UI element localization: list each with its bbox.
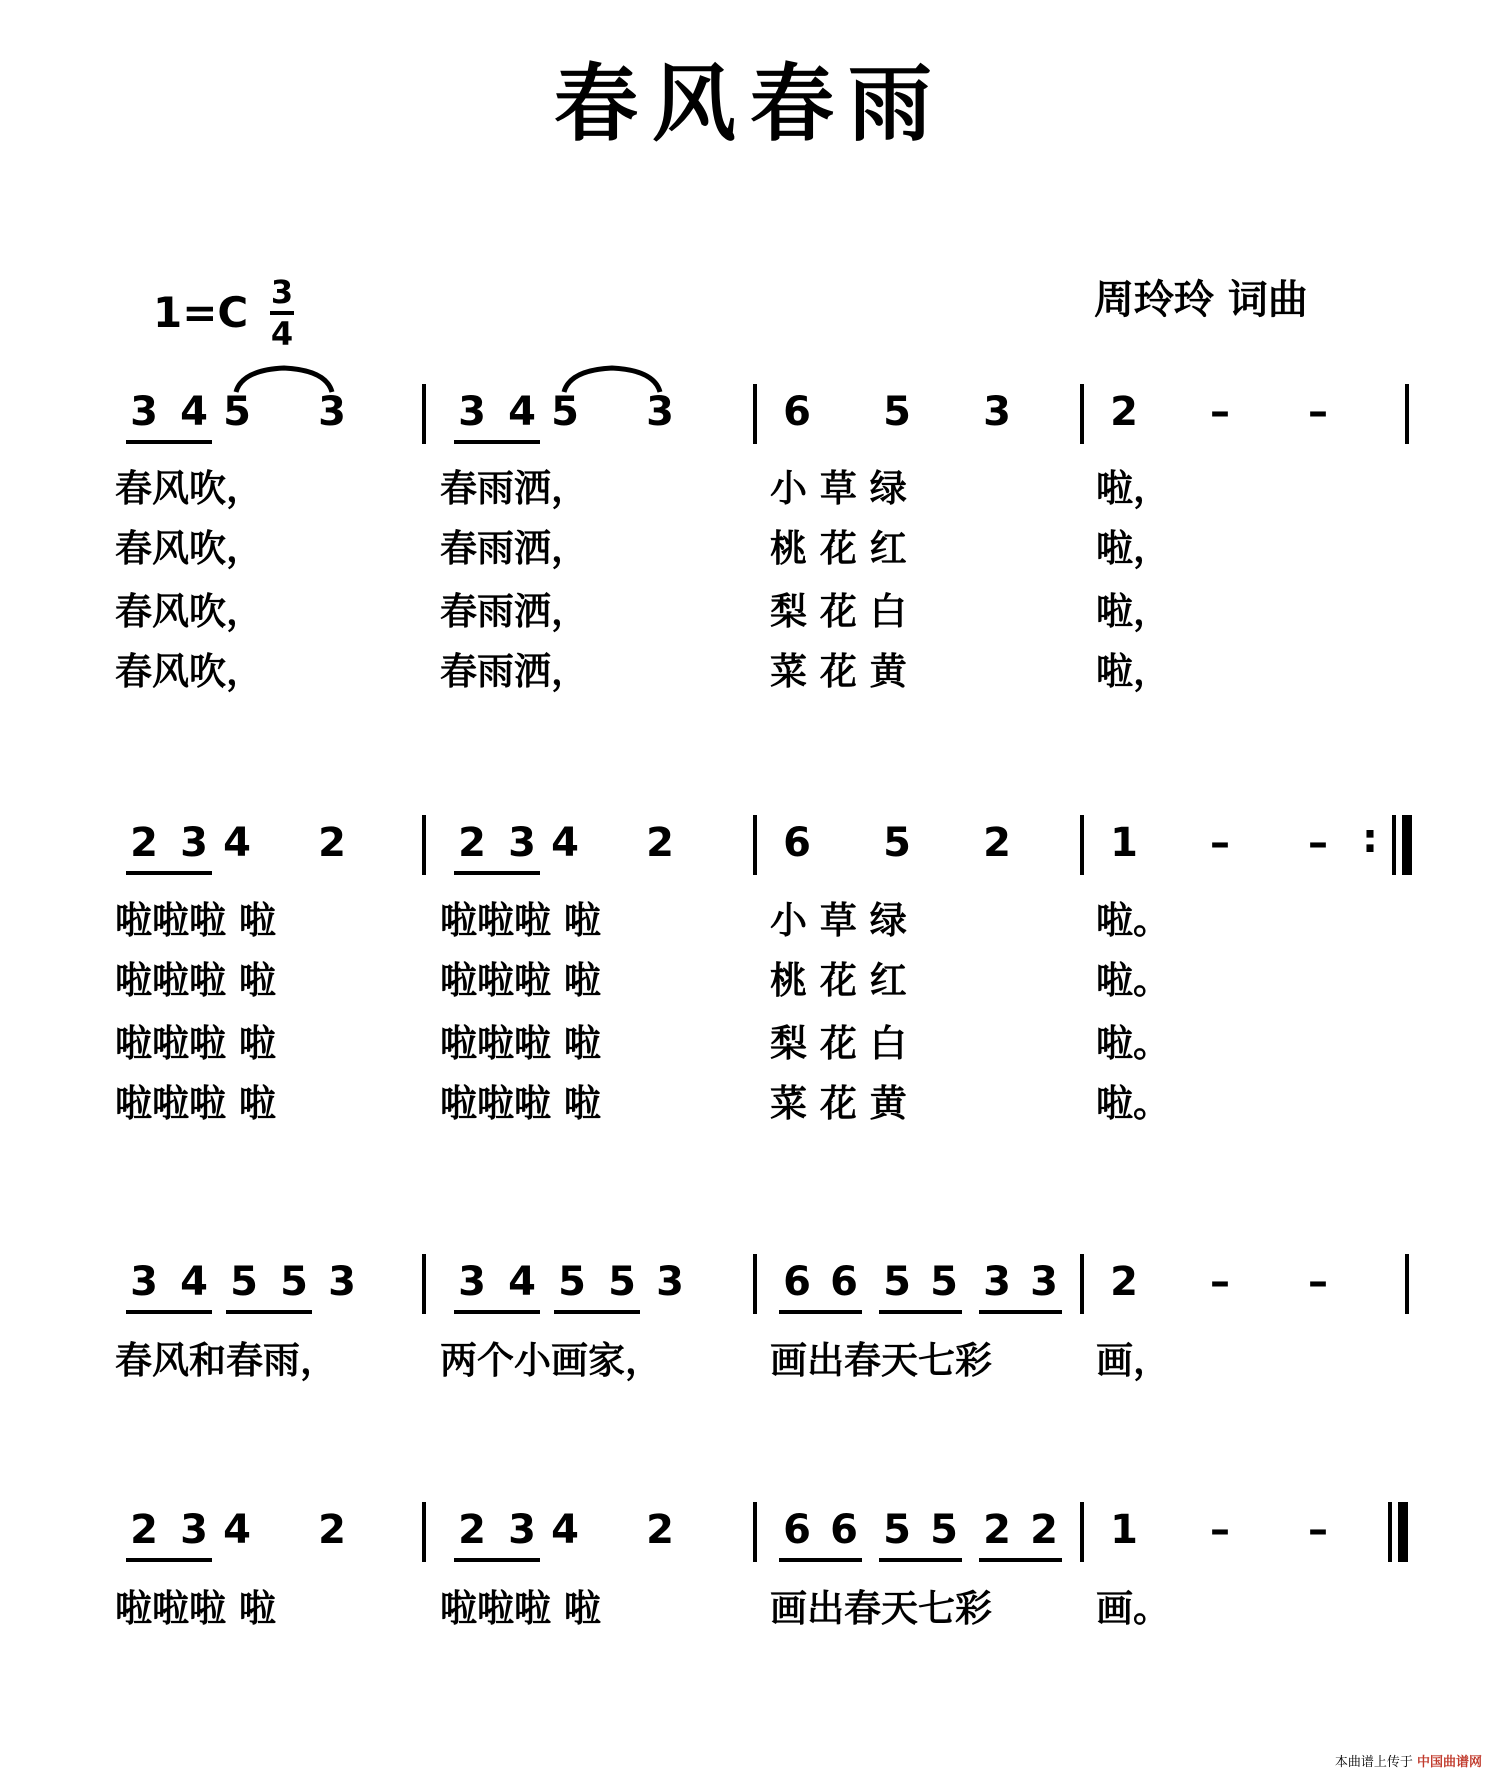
beat-underline — [126, 1558, 212, 1562]
slur-layer — [0, 0, 1500, 420]
beat-underline — [779, 1310, 862, 1314]
note: 5 — [280, 1259, 308, 1305]
barline — [1388, 1502, 1392, 1562]
note: 5 — [551, 389, 579, 435]
footer-site: 中国曲谱网 — [1416, 1755, 1482, 1770]
note: 3 — [180, 820, 208, 866]
note: 6 — [830, 1259, 858, 1305]
barline-thick — [1398, 1502, 1408, 1562]
barline — [1080, 815, 1084, 875]
time-signature-bottom: 4 — [270, 315, 294, 353]
note: 2 — [130, 1507, 158, 1553]
note: – — [1210, 1507, 1230, 1553]
lyric-segment: 啦。 — [1096, 958, 1170, 1002]
note: 2 — [1110, 389, 1138, 435]
barline — [753, 1502, 757, 1562]
note: 2 — [458, 820, 486, 866]
lyric-segment: 啦， — [1096, 589, 1170, 633]
note: 5 — [930, 1507, 958, 1553]
note: 2 — [130, 820, 158, 866]
lyric-segment: 小 草 绿 — [770, 898, 907, 942]
note: 3 — [458, 389, 486, 435]
lyric-segment: 啦啦啦 啦 — [115, 898, 276, 942]
beat-underline — [779, 1558, 862, 1562]
lyric-segment: 画出春天七彩 — [770, 1338, 992, 1382]
note: 3 — [328, 1259, 356, 1305]
lyric-segment: 画， — [1096, 1338, 1170, 1382]
note: 5 — [883, 389, 911, 435]
beat-underline — [879, 1310, 962, 1314]
beat-underline — [879, 1558, 962, 1562]
note: 4 — [180, 389, 208, 435]
lyric-segment: 啦。 — [1096, 1021, 1170, 1065]
barline — [1405, 1254, 1409, 1314]
slur — [564, 368, 660, 392]
lyric-segment: 画。 — [1096, 1586, 1170, 1630]
lyric-segment: 春风吹， — [115, 589, 263, 633]
lyric-segment: 啦啦啦 啦 — [115, 1586, 276, 1630]
note: 4 — [223, 1507, 251, 1553]
note: 2 — [983, 820, 1011, 866]
beat-underline — [126, 1310, 212, 1314]
lyric-segment: 啦， — [1096, 526, 1170, 570]
note: 2 — [983, 1507, 1011, 1553]
note: 2 — [1110, 1259, 1138, 1305]
note: 5 — [608, 1259, 636, 1305]
song-title: 春风春雨 — [553, 54, 946, 153]
lyric-segment: 桃 花 红 — [770, 958, 907, 1002]
beat-underline — [126, 871, 212, 875]
beat-underline — [454, 871, 540, 875]
barline — [1392, 815, 1396, 875]
lyric-segment: 菜 花 黄 — [770, 1081, 907, 1125]
lyric-segment: 春雨洒， — [440, 466, 588, 510]
lyric-segment: 啦啦啦 啦 — [115, 958, 276, 1002]
note: 6 — [783, 1259, 811, 1305]
lyric-segment: 啦啦啦 啦 — [115, 1021, 276, 1065]
note: 2 — [318, 820, 346, 866]
lyric-segment: 桃 花 红 — [770, 526, 907, 570]
note: – — [1210, 389, 1230, 435]
lyric-segment: 啦。 — [1096, 898, 1170, 942]
note: 3 — [656, 1259, 684, 1305]
lyric-segment: 两个小画家， — [440, 1338, 662, 1382]
lyric-segment: 啦， — [1096, 649, 1170, 693]
note: 4 — [551, 1507, 579, 1553]
lyric-segment: 春雨洒， — [440, 589, 588, 633]
barline — [1080, 1502, 1084, 1562]
barline — [422, 1254, 426, 1314]
lyric-segment: 啦啦啦 啦 — [440, 898, 601, 942]
lyric-segment: 春风吹， — [115, 466, 263, 510]
note: 6 — [830, 1507, 858, 1553]
beat-underline — [979, 1558, 1062, 1562]
beat-underline — [554, 1310, 640, 1314]
note: 6 — [783, 389, 811, 435]
note: 3 — [458, 1259, 486, 1305]
note: 3 — [130, 1259, 158, 1305]
beat-underline — [454, 1310, 540, 1314]
note: 6 — [783, 1507, 811, 1553]
note: 4 — [180, 1259, 208, 1305]
lyric-segment: 梨 花 白 — [770, 589, 907, 633]
note: 3 — [180, 1507, 208, 1553]
note: 5 — [883, 820, 911, 866]
note: 3 — [983, 1259, 1011, 1305]
note: 1 — [1110, 820, 1138, 866]
beat-underline — [126, 440, 212, 444]
footer-prefix: 本曲谱上传于 — [1334, 1755, 1413, 1770]
note: 5 — [930, 1259, 958, 1305]
note: 5 — [558, 1259, 586, 1305]
note: 2 — [318, 1507, 346, 1553]
footer-note — [1335, 1751, 1482, 1770]
note: 4 — [551, 820, 579, 866]
lyric-segment: 啦啦啦 啦 — [440, 1021, 601, 1065]
note: 2 — [646, 820, 674, 866]
note: 3 — [130, 389, 158, 435]
lyric-segment: 啦。 — [1096, 1081, 1170, 1125]
time-signature-top: 3 — [270, 273, 294, 311]
beat-underline — [454, 1558, 540, 1562]
beat-underline — [454, 440, 540, 444]
note: 3 — [1030, 1259, 1058, 1305]
lyric-segment: 梨 花 白 — [770, 1021, 907, 1065]
note: 1 — [1110, 1507, 1138, 1553]
note: 6 — [783, 820, 811, 866]
note: – — [1308, 389, 1328, 435]
lyric-segment: 春风吹， — [115, 649, 263, 693]
barline — [422, 815, 426, 875]
key-signature: 1=C — [153, 288, 249, 337]
note: 4 — [223, 820, 251, 866]
barline-thick — [1402, 815, 1412, 875]
lyric-segment: 画出春天七彩 — [770, 1586, 992, 1630]
note: 5 — [883, 1507, 911, 1553]
lyric-segment: 啦啦啦 啦 — [440, 1586, 601, 1630]
note: 3 — [508, 820, 536, 866]
barline — [1080, 1254, 1084, 1314]
note: 5 — [883, 1259, 911, 1305]
note: 4 — [508, 1259, 536, 1305]
note: 5 — [230, 1259, 258, 1305]
barline — [422, 1502, 426, 1562]
note: – — [1308, 1259, 1328, 1305]
barline — [753, 815, 757, 875]
lyric-segment: 小 草 绿 — [770, 466, 907, 510]
beat-underline — [226, 1310, 312, 1314]
note: 2 — [458, 1507, 486, 1553]
lyric-segment: 啦啦啦 啦 — [440, 958, 601, 1002]
note: 3 — [983, 389, 1011, 435]
note: 3 — [508, 1507, 536, 1553]
note: 3 — [646, 389, 674, 435]
note: 2 — [646, 1507, 674, 1553]
note: – — [1210, 820, 1230, 866]
note: 5 — [223, 389, 251, 435]
composer-credit: 周玲玲 词曲 — [1094, 276, 1308, 323]
note: 4 — [508, 389, 536, 435]
lyric-segment: 啦啦啦 啦 — [440, 1081, 601, 1125]
lyric-segment: 菜 花 黄 — [770, 649, 907, 693]
note: 2 — [1030, 1507, 1058, 1553]
note: – — [1210, 1259, 1230, 1305]
note: 3 — [318, 389, 346, 435]
lyric-segment: 啦啦啦 啦 — [115, 1081, 276, 1125]
lyric-segment: 春风吹， — [115, 526, 263, 570]
beat-underline — [979, 1310, 1062, 1314]
barline — [753, 1254, 757, 1314]
lyric-segment: 春风和春雨， — [115, 1338, 337, 1382]
lyric-segment: 春雨洒， — [440, 649, 588, 693]
lyric-segment: 春雨洒， — [440, 526, 588, 570]
note: – — [1308, 820, 1328, 866]
slur — [236, 368, 332, 392]
note: – — [1308, 1507, 1328, 1553]
lyric-segment: 啦， — [1096, 466, 1170, 510]
repeat-dots: : — [1362, 816, 1378, 862]
